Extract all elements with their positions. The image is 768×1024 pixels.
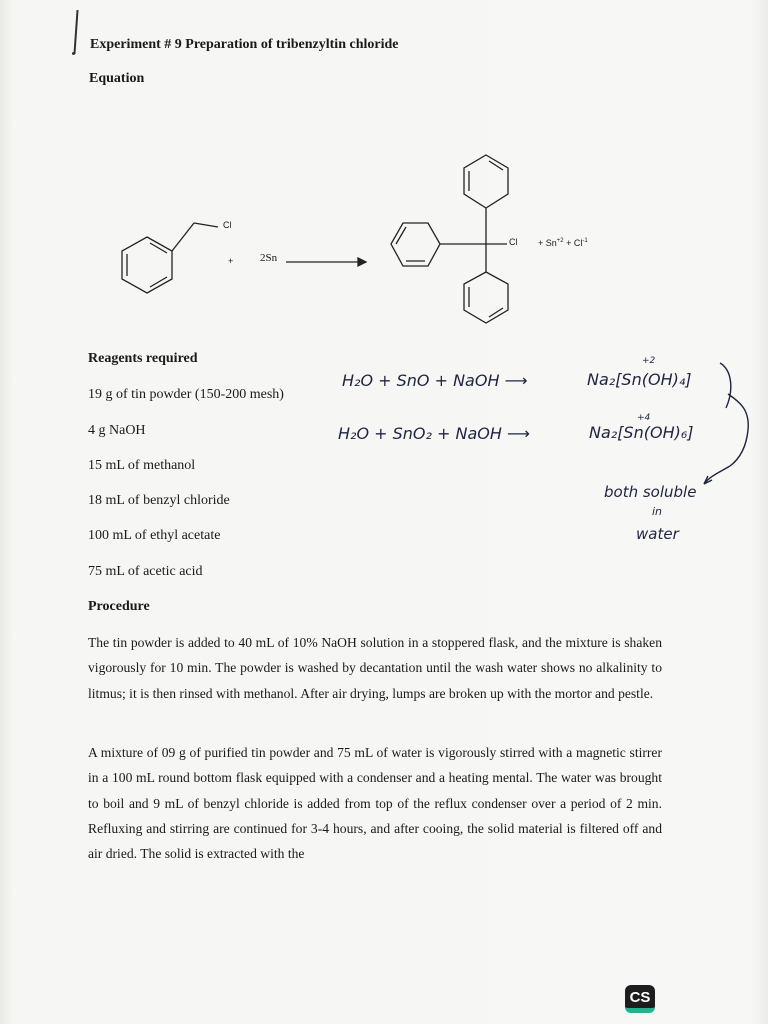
pen-dot (72, 52, 75, 55)
reagent-item: 18 mL of benzyl chloride (88, 493, 230, 508)
handwritten-note-line2: in (652, 505, 663, 518)
byproducts-label: + $Sn^{+2} + Cl^{-1}$ (538, 238, 588, 248)
reactant-chlorine-label: Cl (223, 220, 232, 230)
reagent-item: 15 mL of methanol (88, 458, 196, 473)
reagent-item: 100 mL of ethyl acetate (88, 528, 221, 543)
equation-heading: Equation (89, 71, 145, 86)
handwritten-product-2: Na₂[Sn(OH)₆] (589, 423, 694, 442)
tin-reagent-label: 2Sn (260, 252, 278, 264)
handwritten-equation-2: H₂O + SnO₂ + NaOH ⟶ (338, 424, 530, 443)
procedure-paragraph-2: A mixture of 09 g of purified tin powder and 75 mL of water is vigorously stirred with a magnetic stirrer in a 100 mL round bottom flask equipped with a condenser and a heating mental. The water was brought to boil and 9 mL of benzyl chloride is added from top of the reflux condenser over a period of 2 min. Refluxing and stirring are continued for 3-4 hours, and after cooing, the solid material is filtered off and air dried. The solid is extracted with the (88, 745, 662, 862)
plus-sign: + (228, 256, 234, 266)
reagents-heading: Reagents required (88, 351, 198, 366)
camscanner-logo: CS (625, 985, 655, 1013)
handwritten-brace (690, 360, 760, 490)
handwritten-note-line3: water (636, 525, 679, 543)
reagent-item: 75 mL of acetic acid (88, 564, 203, 579)
handwritten-charge-2: +4 (637, 413, 651, 423)
benzyl-chloride-structure (122, 223, 218, 293)
handwritten-product-1: Na₂[Sn(OH)₄] (587, 370, 692, 389)
reagent-item: 4 g NaOH (88, 423, 146, 438)
handwritten-charge-1: +2 (642, 356, 656, 366)
page-title: Experiment # 9 Preparation of tribenzyltin chloride (90, 37, 399, 52)
procedure-paragraph-1: The tin powder is added to 40 mL of 10% NaOH solution in a stoppered flask, and the mixture is shaken vigorously for 10 min. The powder is washed by decantation until the wash water shows no alkalinity to litmus; it is then rinsed with methanol. After air drying, lumps are broken up with the mortor and pestle. (88, 635, 662, 701)
handwritten-equation-1: H₂O + SnO + NaOH ⟶ (342, 371, 528, 390)
procedure-heading: Procedure (88, 599, 150, 614)
tribenzyltin-chloride-structure (391, 155, 508, 323)
product-chlorine-label: Cl (509, 237, 518, 247)
handwritten-note-line1: both soluble (604, 483, 697, 501)
reagent-item: 19 g of tin powder (150-200 mesh) (88, 387, 284, 402)
